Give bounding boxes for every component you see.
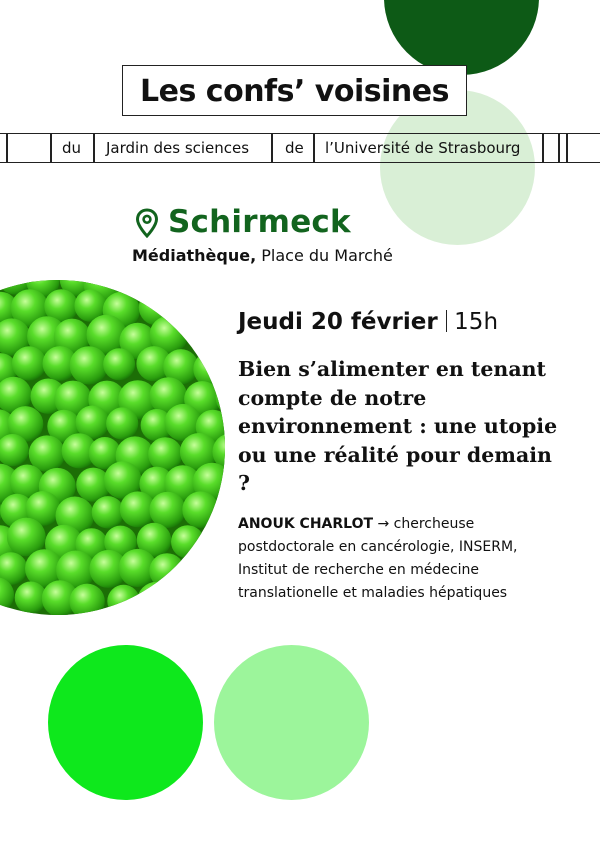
venue-address: Place du Marché — [256, 246, 393, 265]
divider — [271, 134, 273, 162]
green-peas-photo — [0, 280, 225, 615]
decorative-circle-bright-green — [48, 645, 203, 800]
speaker-info — [238, 513, 568, 605]
pea — [183, 557, 216, 590]
pea — [198, 291, 226, 325]
subtitle-part-jardin: Jardin des sciences — [106, 139, 250, 157]
pea — [209, 321, 225, 359]
decorative-circle-light-green — [214, 645, 369, 800]
pea — [12, 346, 46, 380]
pea — [214, 553, 225, 587]
divider — [558, 134, 560, 162]
title-box — [122, 65, 467, 116]
pea — [149, 492, 185, 528]
pea — [165, 289, 204, 328]
divider — [542, 134, 544, 162]
pea — [182, 491, 219, 528]
pea — [103, 348, 135, 380]
subtitle-row — [0, 133, 600, 163]
pea — [148, 280, 184, 298]
subtitle-part-universite: l’Université de Strasbourg — [325, 139, 521, 157]
decorative-circle-dark-green — [384, 0, 539, 75]
map-pin-icon — [135, 208, 159, 238]
poster-title: Les confs’ voisines — [140, 74, 449, 109]
pea — [187, 320, 219, 352]
pea — [200, 527, 225, 559]
pea — [199, 581, 225, 615]
pea — [185, 280, 218, 295]
pea — [70, 346, 108, 384]
city-name: Schirmeck — [168, 204, 351, 240]
pea — [216, 496, 225, 529]
divider — [566, 134, 568, 162]
divider — [50, 134, 52, 162]
divider — [93, 134, 95, 162]
subtitle-part-de: de — [285, 139, 304, 157]
date-time-separator — [446, 310, 448, 332]
event-date: Jeudi 20 février — [238, 309, 438, 335]
speaker-name: ANOUK CHARLOT — [238, 516, 374, 532]
pea — [171, 525, 204, 558]
speaker-description: chercheuse postdoctorale en cancérologie, INSERM, Institut de recherche en médecine translationelle et maladies hépatiques — [238, 516, 518, 601]
pea — [139, 290, 175, 326]
pea — [92, 496, 124, 528]
arrow-icon: → — [373, 516, 394, 532]
talk-title: Bien s’alimenter en tenant compte de notre environnement : une utopie ou une réalité pour demain ? — [238, 357, 558, 495]
subtitle-part-du: du — [62, 139, 82, 157]
event-date-line — [238, 309, 498, 335]
divider — [313, 134, 315, 162]
venue — [132, 246, 393, 265]
event-time: 15h — [454, 309, 499, 335]
pea — [106, 407, 138, 439]
pea — [164, 580, 199, 615]
pea — [218, 280, 225, 297]
venue-name: Médiathèque, — [132, 246, 257, 265]
divider — [6, 134, 8, 162]
